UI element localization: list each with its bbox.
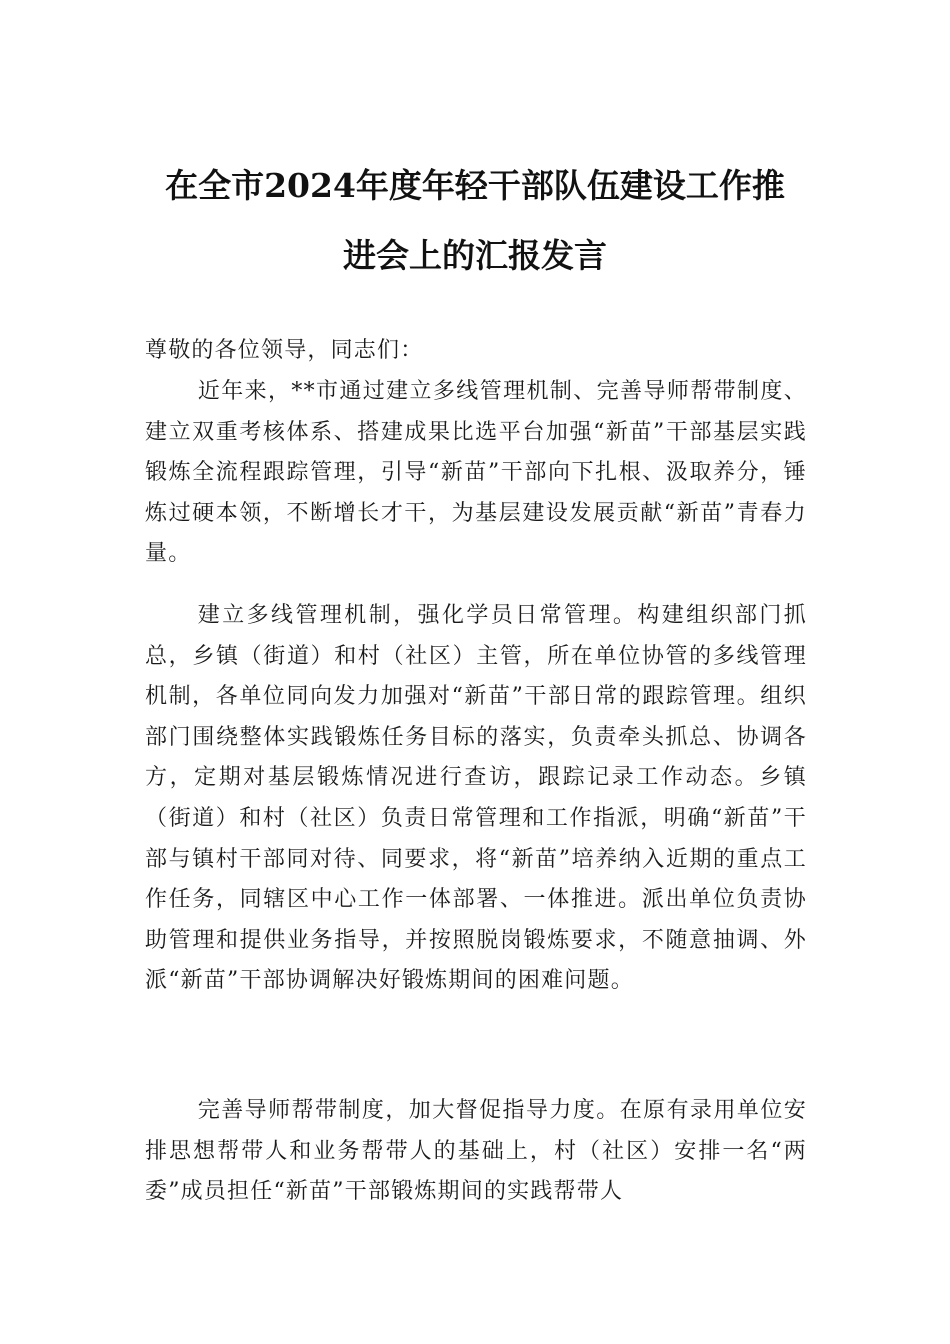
paragraph-mentor-system: 完善导师帮带制度，加大督促指导力度。在原有录用单位安排思想帮带人和业务帮带人的基础上，村（社区）安排一名“两委”成员担任“新苗”干部锻炼期间的实践帮带人 <box>145 1098 807 1205</box>
document-title-line-1: 在全市2024年度年轻干部队伍建设工作推 <box>165 166 785 205</box>
paragraph-management-mechanism: 建立多线管理机制，强化学员日常管理。构建组织部门抓总，乡镇（街道）和村（社区）主管，所在单位协管的多线管理机制，各单位同向发力加强对“新苗”干部日常的跟踪管理。组织部门围绕整体实践锻炼任务目标的落实，负责牵头抓总、协调各方，定期对基层锻炼情况进行查访，跟踪记录工作动态。乡镇（街道）和村（社区）负责日常管理和工作指派，明确“新苗”干部与镇村干部同对待、同要求，将“新苗”培养纳入近期的重点工作任务，同辖区中心工作一体部署、一体推进。派出单位负责协助管理和提供业务指导，并按照脱岗锻炼要求，不随意抽调、外派“新苗”干部协调解决好锻炼期间的困难问题。 <box>145 603 807 994</box>
document-title-line-2: 进会上的汇报发言 <box>343 236 607 275</box>
paragraph-intro: 近年来，**市通过建立多线管理机制、完善导师帮带制度、建立双重考核体系、搭建成果比选平台加强“新苗”干部基层实践锻炼全流程跟踪管理，引导“新苗”干部向下扎根、汲取养分，锤炼过硬本领，不断增长才干，为基层建设发展贡献“新苗”青春力量。 <box>145 379 807 567</box>
salutation: 尊敬的各位领导，同志们： <box>145 338 424 363</box>
